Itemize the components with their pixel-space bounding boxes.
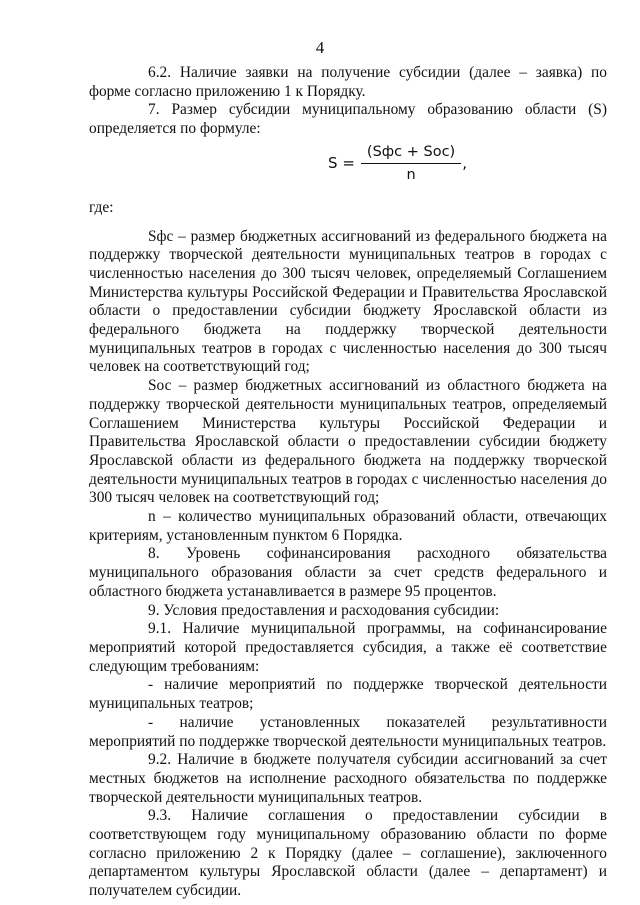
formula-lhs: S = <box>328 154 355 173</box>
formula-comma: , <box>462 154 467 173</box>
definition-n: n – количество муниципальных образований области, отвечающих критериям, установленным пунктом 6 Порядка. <box>89 508 607 544</box>
paragraph-9-1: 9.1. Наличие муниципальной программы, на софинансирование мероприятий которой предоставляется субсидия, а также её соответствие следующим требованиям: <box>89 620 607 675</box>
formula-fraction <box>361 143 461 185</box>
requirement-item-1: - наличие мероприятий по поддержке творческой деятельности муниципальных театров; <box>89 676 607 713</box>
requirement-item-2: - наличие установленных показателей результативности мероприятий по поддержке творческой деятельности муниципальных театров. <box>89 713 607 750</box>
formula-denominator: n <box>406 167 416 184</box>
paragraph-6-2: 6.2. Наличие заявки на получение субсидии (далее – заявка) по форме согласно приложению 1 к Порядку. <box>89 64 607 100</box>
subsidy-formula <box>89 139 607 189</box>
definition-s-os: Sос – размер бюджетных ассигнований из областного бюджета на поддержку творческой деятельности муниципальных театров, определяемый Соглашением Министерства культуры Российской Федерации и Правительства Ярославской области о предоставлении субсидии бюджету Ярославской области из федерального бюджета на поддержку творческой деятельности муниципальных театров в городах с численностью населения до 300 тысяч человек на соответствующий год; <box>89 377 607 507</box>
document-body <box>89 64 607 901</box>
definition-s-fs: Sфс – размер бюджетных ассигнований из федерального бюджета на поддержку творческой деятельности муниципальных театров в городах с численностью населения до 300 тысяч человек, определяемый Соглашением Министерства культуры Российской Федерации и Правительства Ярославской области о предоставлении субсидии бюджету Ярославской области из федерального бюджета на поддержку творческой деятельности муниципальных театров в городах с численностью населения до 300 тысяч человек на соответствующий год; <box>89 227 607 376</box>
formula-numerator: (Sфс + Sос) <box>366 143 456 160</box>
where-label: где: <box>89 198 114 216</box>
paragraph-9-3: 9.3. Наличие соглашения о предоставлении субсидии в соответствующем году муниципальному образованию области по форме согласно приложению 2 к Порядку (далее – соглашение), заключенного департаментом культуры Ярославской области (далее – департамент) и получателем субсидии. <box>89 807 607 900</box>
paragraph-8: 8. Уровень софинансирования расходного обязательства муниципального образования области за счет средств федерального и областного бюджета устанавливается в размере 95 процентов. <box>89 545 607 600</box>
spacer <box>89 218 607 228</box>
paragraph-9-2: 9.2. Наличие в бюджете получателя субсидии ассигнований за счет местных бюджетов на исполнение расходного обязательства по поддержке творческой деятельности муниципальных театров. <box>89 751 607 806</box>
paragraph-7: 7. Размер субсидии муниципальному образованию области (S) определяется по формуле: <box>89 101 607 138</box>
paragraph-9: 9. Условия предоставления и расходования субсидии: <box>148 601 500 619</box>
page-number: 4 <box>315 38 325 57</box>
